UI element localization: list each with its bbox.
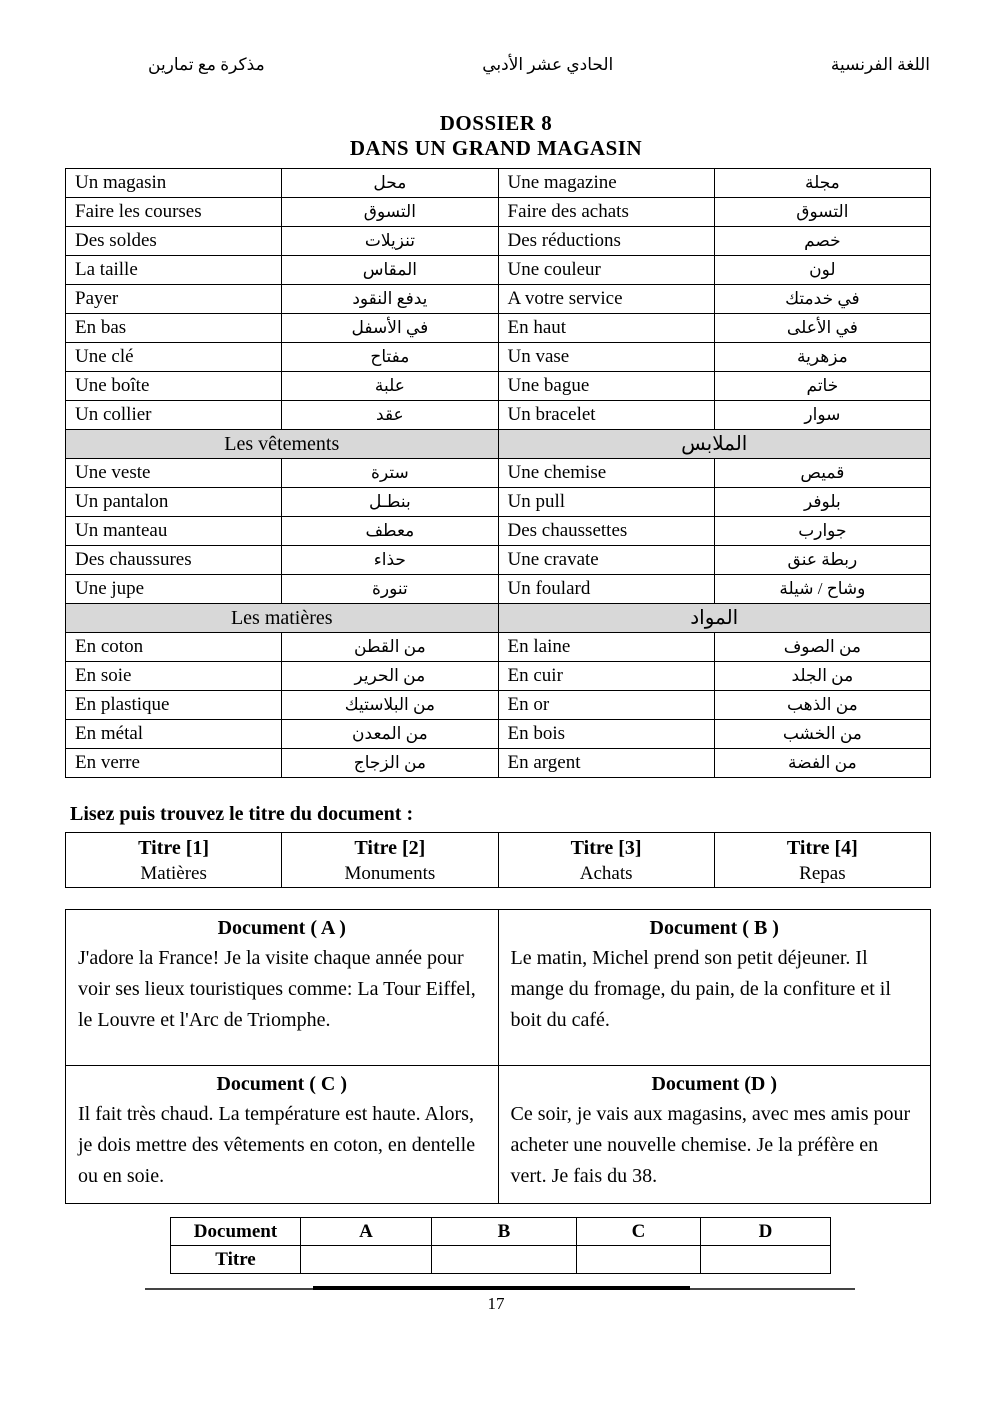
document-c-title: Document ( C ) [216,1073,348,1095]
vocab-cell-ar1: بنطـل [282,488,498,517]
header-center-text: الحادي عشر الأدبي [482,55,614,74]
vocab-cell-fr1: Une jupe [66,575,282,604]
vocab-cell-ar1: مفتاح [282,343,498,372]
titles-table [65,832,931,888]
vocab-group-materials [66,633,931,778]
vocab-cell-fr2: Un foulard [498,575,714,604]
table-row [66,749,931,778]
vocab-cell-ar1: من الحرير [282,662,498,691]
document-d-cell [498,1066,931,1204]
title-option-4 [714,833,930,888]
vocab-cell-fr1: En bas [66,314,282,343]
table-row [66,720,931,749]
vocab-cell-fr2: En bois [498,720,714,749]
document-c-cell [66,1066,499,1204]
vocabulary-table [65,168,931,778]
vocab-cell-fr2: Faire des achats [498,198,714,227]
vocab-cell-ar1: معطف [282,517,498,546]
title-option-1 [66,833,282,888]
header-right-text: اللغة الفرنسية [830,55,930,74]
table-row [66,314,931,343]
vocab-cell-ar1: سترة [282,459,498,488]
table-row [66,633,931,662]
title-option-value: Repas [799,862,846,884]
vocab-cell-fr2: Une couleur [498,256,714,285]
vocab-cell-ar1: من البلاستيك [282,691,498,720]
vocab-cell-fr1: En plastique [66,691,282,720]
vocab-cell-fr1: Un pantalon [66,488,282,517]
answer-header-b: B [432,1218,577,1246]
vocab-cell-fr1: Payer [66,285,282,314]
vocab-cell-ar2: جوارب [714,517,930,546]
section-title-fr: Les vêtements [66,430,499,459]
table-row [66,691,931,720]
vocab-section-clothes [66,430,931,459]
vocab-cell-ar1: التسوق [282,198,498,227]
title-option-label: Titre [4] [786,836,858,859]
vocab-cell-fr2: A votre service [498,285,714,314]
vocab-cell-ar2: وشاح / شيلة [714,575,930,604]
title-option-value: Matières [140,862,207,884]
document-a-text: J'adore la France! Je la visite chaque année pour voir ses lieux touristiques comme: La Tour Eiffel, le Louvre et l'Arc de Triomphe. [78,947,476,1031]
vocab-cell-ar2: مزهرية [714,343,930,372]
vocab-cell-fr1: Des chaussures [66,546,282,575]
vocab-cell-ar1: تنورة [282,575,498,604]
vocab-cell-ar1: عقد [282,401,498,430]
vocab-cell-fr1: Un manteau [66,517,282,546]
vocab-cell-ar2: في خدمتك [714,285,930,314]
document-b-text: Le matin, Michel prend son petit déjeuner. Il mange du fromage, du pain, de la confiture et il boit du café. [510,947,891,1031]
vocab-cell-ar2: لون [714,256,930,285]
page-header [0,0,992,75]
vocab-group-general [66,169,931,430]
table-row [171,1218,831,1246]
table-row [66,488,931,517]
vocab-cell-fr2: Un vase [498,343,714,372]
vocab-cell-ar2: من الذهب [714,691,930,720]
vocab-cell-ar2: سوار [714,401,930,430]
vocab-cell-ar1: حذاء [282,546,498,575]
vocab-cell-ar1: تنزيلات [282,227,498,256]
vocab-cell-fr2: Une chemise [498,459,714,488]
footer-rule-thick-segment [313,1286,690,1290]
table-row [66,833,931,888]
vocab-cell-fr2: En or [498,691,714,720]
title-option-value: Monuments [344,862,436,884]
vocab-cell-fr2: En cuir [498,662,714,691]
vocab-cell-fr1: La taille [66,256,282,285]
section-title-ar: الملابس [498,430,931,459]
answer-cell-d [701,1246,831,1274]
vocab-cell-fr2: Des réductions [498,227,714,256]
title-option-label: Titre [1] [138,836,210,859]
title-option-3 [498,833,714,888]
table-row [66,343,931,372]
document-a-title: Document ( A ) [217,917,346,939]
vocab-cell-ar1: من الزجاج [282,749,498,778]
section-title-fr: Les matières [66,604,499,633]
vocab-cell-ar2: من الخشب [714,720,930,749]
title-option-2 [282,833,498,888]
table-row [66,459,931,488]
vocab-cell-ar1: من القطن [282,633,498,662]
table-row [66,546,931,575]
vocab-cell-fr1: Des soldes [66,227,282,256]
document-d-title: Document (D ) [651,1073,778,1095]
vocab-cell-fr1: Faire les courses [66,198,282,227]
vocab-cell-ar1: محل [282,169,498,198]
vocab-cell-fr1: En coton [66,633,282,662]
table-row [66,662,931,691]
title-option-label: Titre [3] [570,836,642,859]
answer-header-document: Document [171,1218,301,1246]
answer-cell-a [301,1246,432,1274]
table-row [66,401,931,430]
document-c-text: Il fait très chaud. La température est haute. Alors, je dois mettre des vêtements en coton, en dentelle ou en soie. [78,1103,476,1187]
vocab-cell-ar1: يدفع النقود [282,285,498,314]
vocab-cell-ar2: ربطة عنق [714,546,930,575]
vocab-cell-ar1: المقاس [282,256,498,285]
answer-header-a: A [301,1218,432,1246]
documents-table [65,909,931,1204]
vocab-cell-fr1: En verre [66,749,282,778]
vocab-cell-fr2: En argent [498,749,714,778]
document-title [0,111,992,161]
document-b-cell [498,910,931,1066]
section-header-row [66,604,931,633]
vocab-cell-ar1: علبة [282,372,498,401]
vocab-section-materials [66,604,931,633]
vocab-cell-fr2: En laine [498,633,714,662]
answer-header-d: D [701,1218,831,1246]
vocab-cell-fr2: Un pull [498,488,714,517]
vocab-cell-fr1: En métal [66,720,282,749]
vocab-cell-fr1: Une clé [66,343,282,372]
vocab-cell-fr1: Une boîte [66,372,282,401]
page-number: 17 [487,1294,505,1313]
vocab-cell-ar2: مجلة [714,169,930,198]
answer-cell-c [577,1246,701,1274]
vocab-cell-ar2: من الصوف [714,633,930,662]
table-row [66,517,931,546]
vocab-cell-ar2: في الأعلى [714,314,930,343]
table-row [66,285,931,314]
table-row [66,575,931,604]
vocab-cell-ar2: خاتم [714,372,930,401]
vocab-cell-ar2: من الفضة [714,749,930,778]
title-line-1: DOSSIER 8 [439,111,553,135]
vocab-cell-fr1: En soie [66,662,282,691]
section-header-row [66,430,931,459]
answer-table [170,1217,831,1274]
table-row [171,1246,831,1274]
table-row [66,910,931,1066]
exercise-instruction: Lisez puis trouvez le titre du document : [70,803,414,825]
vocab-group-clothes [66,459,931,604]
vocab-cell-ar2: التسوق [714,198,930,227]
vocab-cell-fr2: Une magazine [498,169,714,198]
answer-cell-b [432,1246,577,1274]
answer-row-label: Titre [171,1246,301,1274]
vocab-cell-fr2: En haut [498,314,714,343]
vocab-cell-ar2: قميص [714,459,930,488]
vocab-cell-fr2: Une bague [498,372,714,401]
vocab-cell-fr1: Un collier [66,401,282,430]
table-row [66,227,931,256]
title-line-2: DANS UN GRAND MAGASIN [349,136,643,160]
table-row [66,1066,931,1204]
vocab-cell-ar1: في الأسفل [282,314,498,343]
vocab-cell-fr2: Une cravate [498,546,714,575]
table-row [66,256,931,285]
header-left-text: مذكرة مع تمارين [148,55,265,74]
answer-header-c: C [577,1218,701,1246]
vocab-cell-fr2: Un bracelet [498,401,714,430]
vocab-cell-fr2: Des chaussettes [498,517,714,546]
vocab-cell-ar2: من الجلد [714,662,930,691]
vocab-cell-ar2: بلوفر [714,488,930,517]
vocab-cell-fr1: Un magasin [66,169,282,198]
section-title-ar: المواد [498,604,931,633]
table-row [66,198,931,227]
vocab-cell-ar2: خصم [714,227,930,256]
title-option-value: Achats [579,862,633,884]
vocab-cell-fr1: Une veste [66,459,282,488]
document-d-text: Ce soir, je vais aux magasins, avec mes amis pour acheter une nouvelle chemise. Je la préfère en vert. Je fais du 38. [510,1103,911,1187]
table-row [66,372,931,401]
document-a-cell [66,910,499,1066]
document-b-title: Document ( B ) [649,917,779,939]
table-row [66,169,931,198]
title-option-label: Titre [2] [354,836,426,859]
vocab-cell-ar1: من المعدن [282,720,498,749]
